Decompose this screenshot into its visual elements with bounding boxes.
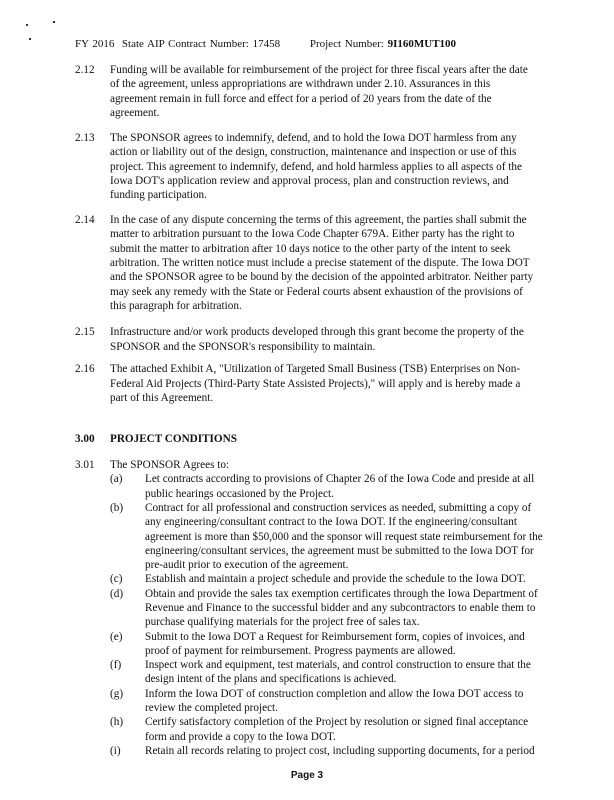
text-line: pre-audit prior to execution of the agreement.	[145, 559, 349, 572]
text-line: arbitration. The written notice must include a precise statement of the dispute. The Iowa DOT	[110, 257, 530, 270]
section-number: 2.13	[75, 132, 95, 145]
item-text	[145, 472, 605, 501]
text-line: Contract for all professional and construction services as needed, submitting a copy of	[145, 501, 532, 514]
section-text	[110, 213, 605, 313]
section-text	[110, 432, 605, 446]
section-2-15	[75, 325, 605, 354]
text-line: form and provide a copy to the Iowa DOT.	[145, 730, 336, 743]
section-number: 2.15	[75, 326, 95, 339]
text-line: part of this Agreement.	[110, 391, 214, 404]
item-label: (d)	[110, 587, 124, 600]
section-number: 3.01	[75, 459, 95, 472]
item-label: (c)	[110, 573, 123, 586]
text-line: The SPONSOR agrees to indemnify, defend, and to hold the Iowa DOT harmless from any	[110, 132, 517, 145]
text-line: Let contracts according to provisions of Chapter 26 of the Iowa Code and preside at all	[145, 473, 535, 486]
text-line: SPONSOR and the SPONSOR's responsibility to maintain.	[110, 340, 376, 353]
scan-speck	[29, 38, 31, 40]
text-line: agreement.	[110, 106, 160, 119]
page-number: Page 3	[290, 770, 324, 781]
text-line: any engineering/consultant contract to the Iowa DOT. If the engineering/consultant	[145, 516, 517, 529]
item-label: (b)	[110, 501, 124, 514]
item-label: (h)	[110, 716, 124, 729]
section-2-12	[75, 63, 605, 120]
text-line: purchase qualifying materials for the project free of sales tax.	[145, 616, 420, 629]
text-line: Obtain and provide the sales tax exemption certificates through the Iowa Department of	[145, 587, 538, 600]
list-item	[110, 715, 605, 744]
text-line: submit the matter to arbitration after 10 days notice to the other party of the intent to seek	[110, 242, 511, 255]
fiscal-year: FY 2016	[75, 38, 115, 50]
list-item	[110, 744, 605, 758]
section-text	[110, 362, 605, 405]
text-line: The attached Exhibit A, "Utilization of Targeted Small Business (TSB) Enterprises on Non-	[110, 363, 521, 376]
list-item	[110, 630, 605, 659]
item-text	[145, 572, 605, 586]
scan-speck	[26, 24, 28, 26]
text-line: Retain all records relating to project cost, including supporting documents, for a period	[145, 744, 535, 757]
text-line: agreement is more than $50,000 and the sponsor will request state reimbursement for the	[145, 530, 543, 543]
item-label: (g)	[110, 687, 124, 700]
item-label: (i)	[110, 744, 121, 757]
document-body	[75, 63, 605, 758]
item-text	[145, 587, 605, 630]
item-label: (e)	[110, 630, 123, 643]
text-line: agreement remain in full force and effect for a period of 20 years from the date of the	[110, 92, 492, 105]
text-line: proof of payment for reimbursement. Progress payments are allowed.	[145, 644, 456, 657]
text-line: PROJECT CONDITIONS	[110, 433, 237, 446]
text-line: public hearings occasioned by the Project.	[145, 487, 334, 500]
section-text	[110, 325, 605, 354]
section-3-01	[75, 458, 605, 758]
text-line: funding participation.	[110, 189, 207, 202]
list-item	[110, 572, 605, 586]
text-line: may seek any remedy with the State or Federal courts absent exhaustion of the provisions of	[110, 285, 523, 298]
text-line: review the completed project.	[145, 702, 278, 715]
text-line: and the SPONSOR agree to be bound by the decision of the appointed arbitrator. Neither party	[110, 271, 534, 284]
text-line: project. This agreement to indemnify, defend, and hold harmless applies to all aspects of the	[110, 160, 522, 173]
contract-number: State AIP Contract Number: 17458	[121, 38, 281, 50]
section-2-16	[75, 362, 605, 405]
text-line: Revenue and Finance to the successful bidder and any subcontractors to enable them to	[145, 602, 536, 614]
text-line: Federal Aid Projects (Third-Party State Assisted Projects)," will apply and is hereby made a	[110, 377, 521, 390]
item-label: (a)	[110, 473, 123, 486]
project-number: 9I160MUT100	[387, 38, 457, 50]
list-item	[110, 501, 605, 572]
section-number: 2.14	[75, 214, 95, 227]
section-2-13	[75, 131, 605, 202]
list-item	[110, 472, 605, 501]
item-text	[145, 715, 605, 744]
text-line: this paragraph for arbitration.	[110, 299, 242, 312]
text-line: Submit to the Iowa DOT a Request for Reimbursement form, copies of invoices, and	[145, 630, 525, 643]
text-line: Inspect work and equipment, test materials, and control construction to ensure that the	[145, 659, 531, 672]
text-line: Iowa DOT's application review and approval process, plan and construction reviews, and	[110, 175, 509, 188]
text-line: Infrastructure and/or work products developed through this grant become the property of the	[110, 326, 524, 339]
item-text	[145, 744, 605, 758]
item-text	[145, 501, 605, 572]
text-line: Establish and maintain a project schedule and provide the schedule to the Iowa DOT.	[145, 573, 526, 586]
text-line: of the agreement, unless appropriations are withdrawn under 2.10. Assurances in this	[110, 78, 491, 91]
text-line: design intent of the plans and specifications is achieved.	[145, 673, 397, 686]
document-header	[75, 38, 456, 50]
section-text	[110, 131, 605, 202]
section-number: 3.00	[75, 433, 95, 446]
item-text	[145, 687, 605, 716]
scan-speck	[53, 21, 55, 23]
text-line: Inform the Iowa DOT of construction completion and allow the Iowa DOT access to	[145, 687, 524, 700]
section-text	[110, 63, 605, 120]
item-label: (f)	[110, 659, 122, 672]
project-number-label: Project Number:	[309, 38, 384, 50]
text-line: action or liability out of the design, construction, maintenance and inspection or use of this	[110, 146, 517, 159]
text-line: The SPONSOR Agrees to:	[110, 459, 230, 472]
list-item	[110, 658, 605, 687]
section-2-14	[75, 213, 605, 313]
item-text	[145, 658, 605, 687]
item-text	[145, 630, 605, 659]
text-line: In the case of any dispute concerning the terms of this agreement, the parties shall submit the	[110, 214, 527, 227]
section-number: 2.16	[75, 363, 95, 376]
text-line: matter to arbitration pursuant to the Iowa Code Chapter 679A. Either party has the right to	[110, 228, 515, 241]
section-3-00	[75, 432, 605, 446]
list-item	[110, 687, 605, 716]
section-number: 2.12	[75, 64, 95, 76]
text-line: engineering/consultant services, the agreement must be submitted to the Iowa DOT for	[145, 544, 534, 557]
text-line: Funding will be available for reimbursement of the project for three fiscal years after the date	[110, 64, 528, 76]
section-text	[110, 458, 605, 758]
list-item	[110, 587, 605, 630]
text-line: Certify satisfactory completion of the Project by resolution or signed final acceptance	[145, 716, 529, 729]
